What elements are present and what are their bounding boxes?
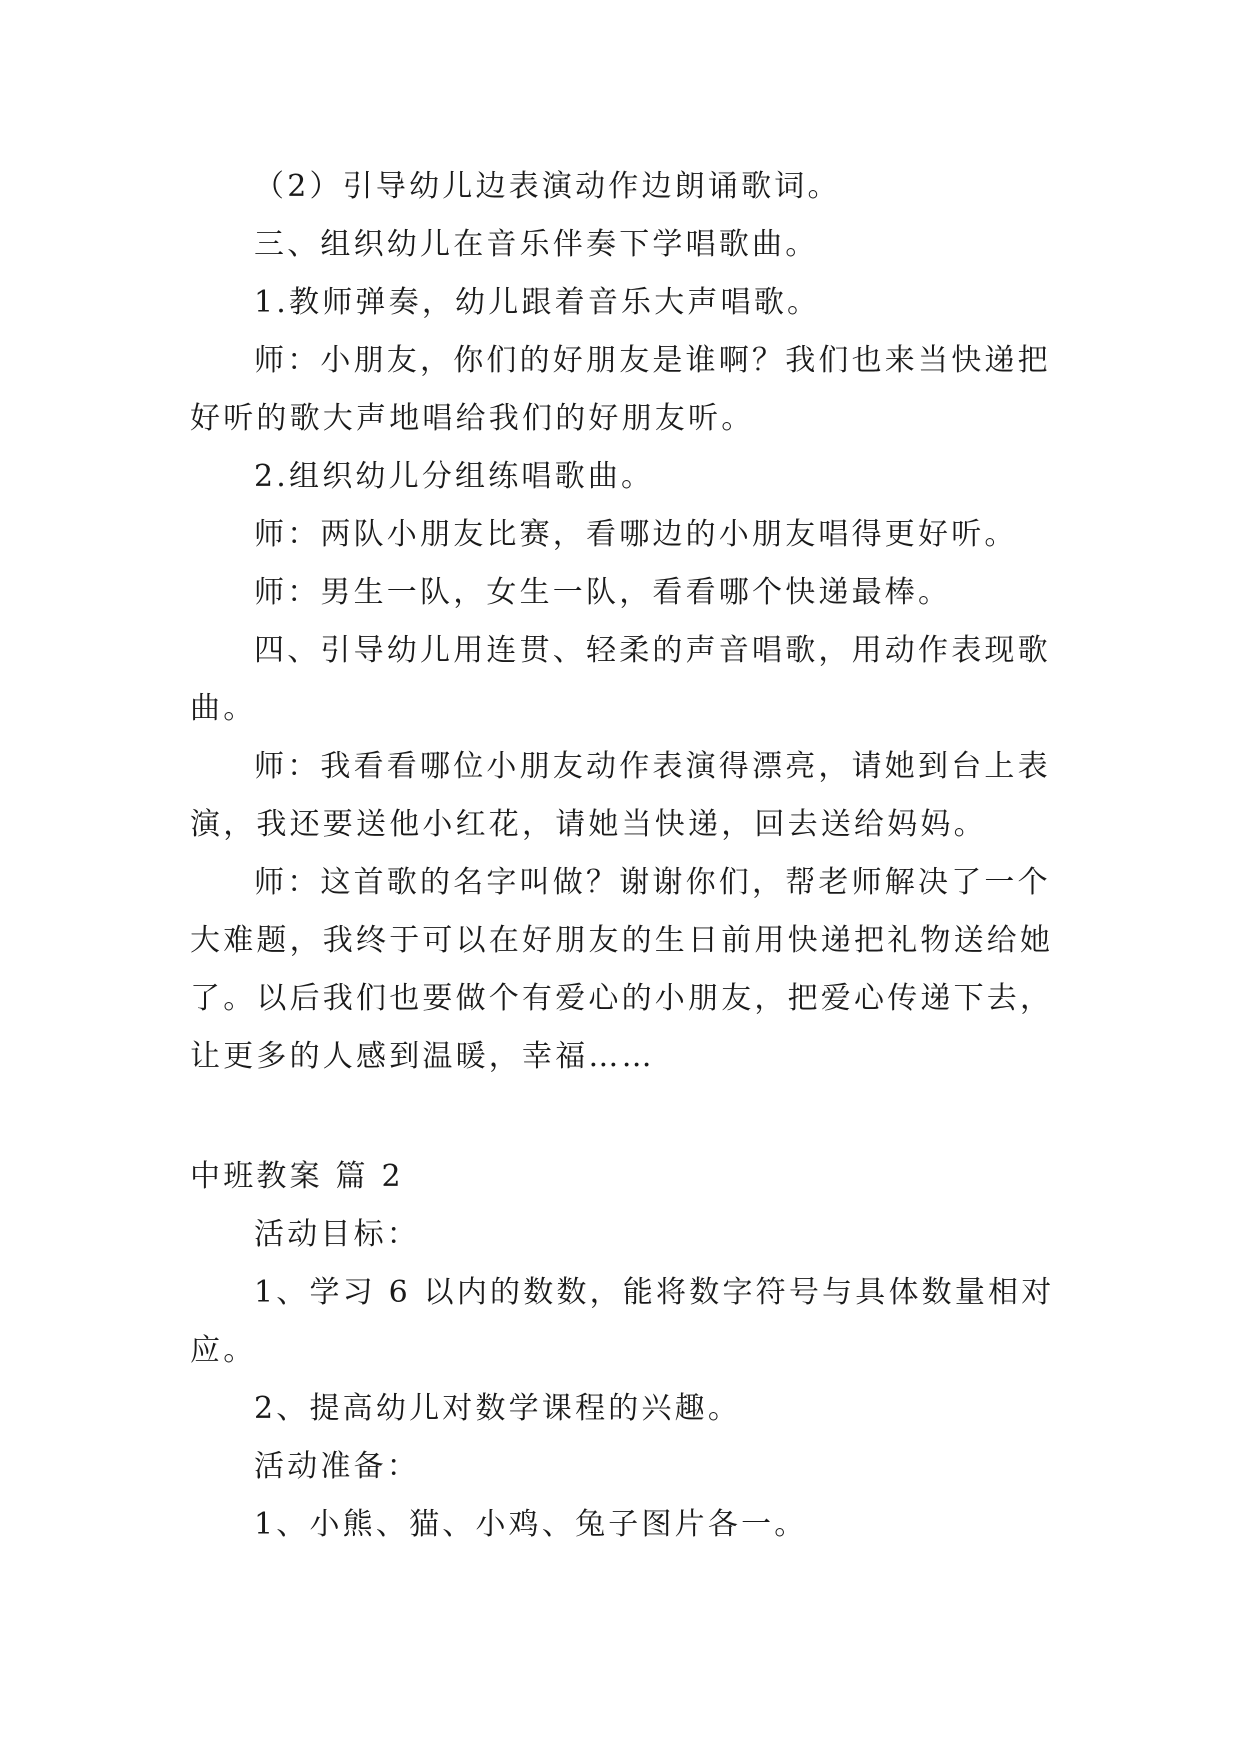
- section-title: 中班教案 篇 2: [190, 1159, 404, 1194]
- paragraph: 四、引导幼儿用连贯、轻柔的声音唱歌，用动作表现歌曲。: [190, 633, 1051, 726]
- paragraph: 三、组织幼儿在音乐伴奏下学唱歌曲。: [254, 227, 819, 262]
- paragraph: 师：我看看哪位小朋友动作表演得漂亮，请她到台上表演，我还要送他小红花，请她当快递，回去送给妈妈。: [190, 749, 1051, 842]
- paragraph: 师：小朋友，你们的好朋友是谁啊？我们也来当快递把好听的歌大声地唱给我们的好朋友听。: [190, 343, 1051, 436]
- paragraph: 1、小熊、猫、小鸡、兔子图片各一。: [254, 1507, 808, 1542]
- paragraph: 2、提高幼儿对数学课程的兴趣。: [254, 1391, 742, 1426]
- section-spacer: [190, 1086, 1070, 1148]
- paragraph: 1、学习 6 以内的数数，能将数字符号与具体数量相对应。: [190, 1275, 1055, 1368]
- paragraph: 1.教师弹奏，幼儿跟着音乐大声唱歌。: [254, 285, 821, 320]
- paragraph: 师：这首歌的名字叫做？谢谢你们，帮老师解决了一个大难题，我终于可以在好朋友的生日前用快递把礼物送给她了。以后我们也要做个有爱心的小朋友，把爱心传递下去，让更多的人感到温暖，幸福……: [190, 865, 1054, 1074]
- paragraph: 师：两队小朋友比赛，看哪边的小朋友唱得更好听。: [254, 517, 1018, 552]
- paragraph: 活动准备：: [254, 1449, 420, 1484]
- paragraph: 师：男生一队，女生一队，看看哪个快递最棒。: [254, 575, 952, 610]
- document-body: [190, 158, 1070, 1554]
- paragraph: 2.组织幼儿分组练唱歌曲。: [254, 459, 655, 494]
- paragraph: 活动目标：: [254, 1217, 420, 1252]
- paragraph: （2）引导幼儿边表演动作边朗诵歌词。: [254, 169, 841, 204]
